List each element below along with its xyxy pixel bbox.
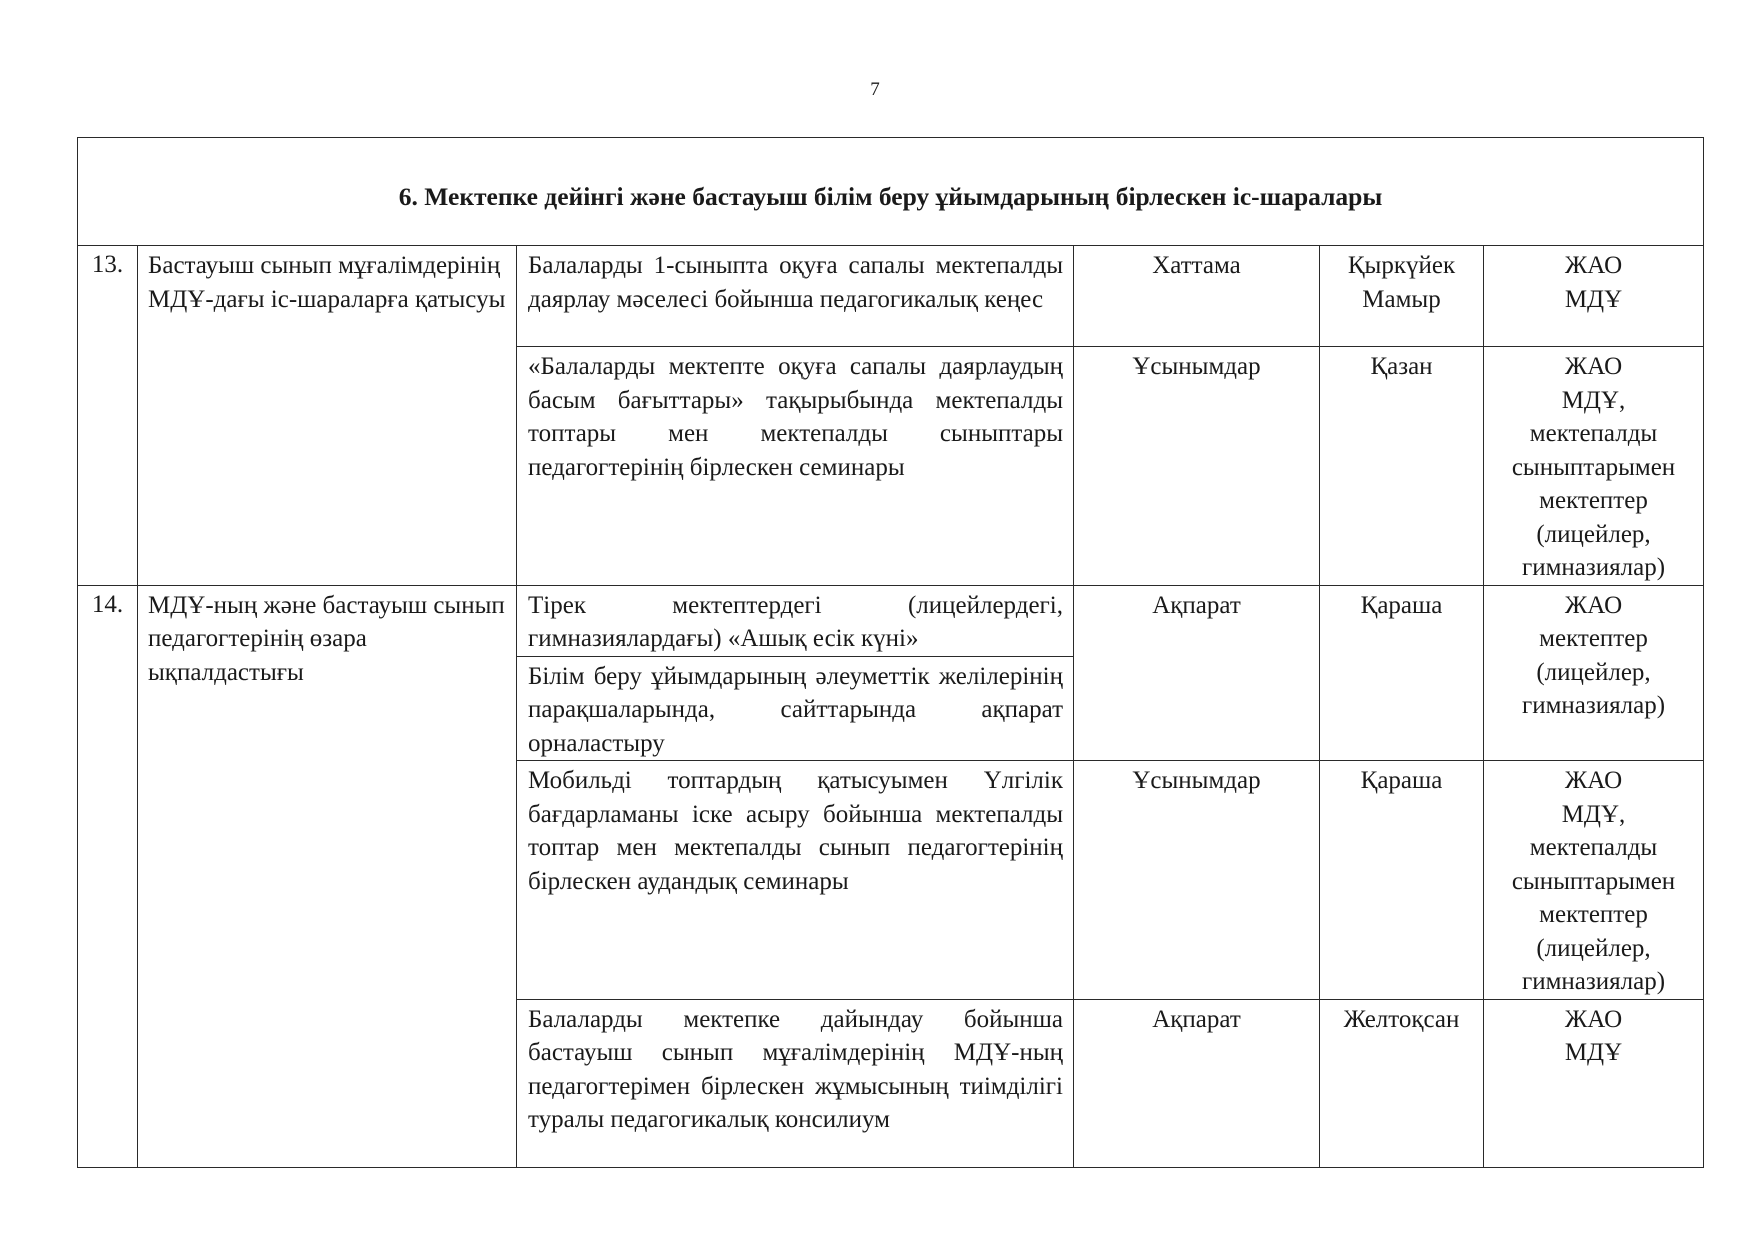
responsible-line: (лицейлер, [1536,658,1651,686]
form-cell: Ақпарат [1074,585,1320,761]
responsible-line: (лицейлер, [1536,520,1651,548]
responsible-line: сыныптарымен [1511,453,1676,481]
responsible-cell [1484,246,1704,347]
responsible-cell [1484,585,1704,761]
responsible-line: гимназиялар) [1521,692,1666,719]
responsible-line: мектептер [1539,901,1648,928]
plan-table [77,137,1704,1168]
row-number: 14. [78,585,138,1167]
form-cell: Ұсынымдар [1074,761,1320,1000]
date-line: Қыркүйек [1347,252,1456,279]
responsible-line: МДҰ [1564,1039,1623,1066]
date-line: Мамыр [1362,285,1441,313]
form-cell: Хаттама [1074,246,1320,347]
responsible-line: (лицейлер, [1536,934,1651,962]
date-cell: Қараша [1320,761,1484,1000]
responsible-line: мектептер [1539,625,1648,652]
responsible-line: ЖАО [1564,767,1623,794]
responsible-cell [1484,347,1704,586]
date-cell [1320,246,1484,347]
event-cell: Білім беру ұйымдарының әлеуметтік желілерінің парақшаларында, сайттарында ақпарат орналастыру [517,656,1074,761]
event-cell: Балаларды 1-сыныпта оқуға сапалы мектепалды даярлау мәселесі бойынша педагогикалық кеңес [517,246,1074,347]
page-number: 7 [870,79,880,100]
section-title: 6. Мектепке дейінгі және бастауыш білім беру ұйымдарының бірлескен іс-шаралары [78,138,1704,246]
event-cell: Мобильді топтардың қатысуымен Үлгілік бағдарламаны іске асыру бойынша мектепалды топтар мен мектепалды сынып педагогтерінің бірлескен аудандық семинары [517,761,1074,1000]
responsible-cell [1484,999,1704,1167]
responsible-line: ЖАО [1564,1005,1623,1033]
event-cell: «Балаларды мектепте оқуға сапалы даярлаудың басым бағыттары» тақырыбында мектепалды топтары мен мектепалды сыныптары педагогтерінің бірлескен семинары [517,347,1074,586]
responsible-line: гимназиялар) [1521,554,1666,581]
responsible-line: МДҰ [1564,285,1623,313]
event-cell: Балаларды мектепке дайындау бойынша бастауыш сынып мұғалімдерінің МДҰ-ның педагогтерімен бірлескен жұмысының тиімділігі туралы педагогикалық консилиум [517,999,1074,1167]
responsible-line: сыныптарымен [1511,867,1676,895]
date-cell: Желтоқсан [1320,999,1484,1167]
event-cell: Тірек мектептердегі (лицейлердегі, гимназиялардағы) «Ашық есік күні» [517,585,1074,656]
row-number: 13. [78,246,138,586]
date-cell: Қараша [1320,585,1484,761]
responsible-cell [1484,761,1704,1000]
participant-cell: Бастауыш сынып мұғалімдерінің МДҰ-дағы іс-шараларға қатысуы [138,246,517,586]
form-cell: Ақпарат [1074,999,1320,1167]
table-row [78,585,1704,656]
responsible-line: ЖАО [1564,252,1623,279]
responsible-line: мектептер [1539,487,1648,514]
section-header-row [78,138,1704,246]
responsible-line: ЖАО [1564,353,1623,380]
responsible-line: МДҰ, [1561,800,1626,828]
responsible-line: МДҰ, [1561,386,1626,414]
form-cell: Ұсынымдар [1074,347,1320,586]
date-cell: Қазан [1320,347,1484,586]
participant-cell: МДҰ-ның және бастауыш сынып педагогтерінің өзара ықпалдастығы [138,585,517,1167]
responsible-line: мектепалды [1529,834,1658,861]
responsible-line: ЖАО [1564,591,1623,619]
responsible-line: мектепалды [1529,420,1658,447]
responsible-line: гимназиялар) [1521,968,1666,995]
table-row [78,246,1704,347]
